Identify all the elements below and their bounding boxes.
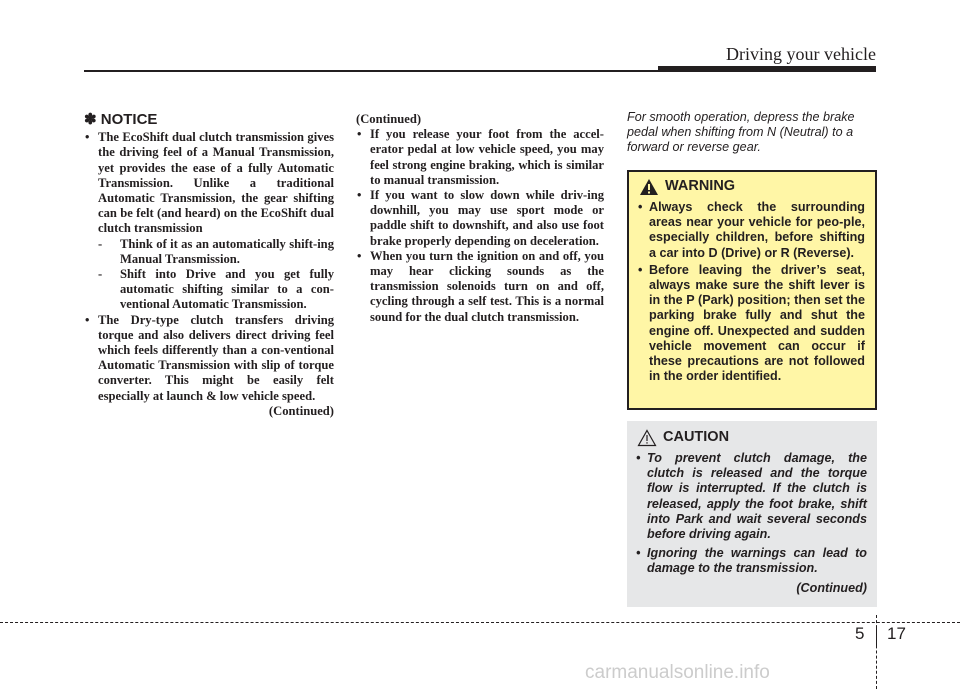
- caution-triangle-icon: [637, 429, 657, 447]
- sub-item-text: Shift into Drive and you get fully automatic shifting similar to a con-ventional Automatic Transmission.: [120, 267, 334, 312]
- page-separator: [876, 626, 877, 646]
- warning-list: [637, 200, 865, 384]
- caution-header: [637, 429, 867, 447]
- warning-header: [639, 178, 865, 196]
- continued-label: (Continued): [268, 403, 334, 418]
- notice-item-text: The Dry-type clutch transfers driving torque and also delivers direct driving feel which feels differently than a con-ventional Automatic Transmission with slip of torque converter. This might be easily felt especially at launch & low vehicle speed.: [98, 312, 334, 403]
- notice-continued-column: [356, 112, 604, 325]
- section-title: Driving your vehicle: [726, 44, 876, 64]
- chapter-number: 5: [855, 624, 865, 643]
- notice-column: [84, 112, 334, 419]
- caution-list: [635, 451, 867, 577]
- header-tab-bar: [658, 66, 876, 72]
- list-item: • Before leaving the driver’s seat, always make sure the shift lever is in the P (Park) position; then set the parking brake fully and shut the engine off. Unexpected and sudden vehicle movement can occur if these precautions are not followed in the order identified.: [637, 263, 865, 385]
- notice-title: ✽ NOTICE: [84, 111, 158, 128]
- warning-title: WARNING: [665, 178, 736, 195]
- notice-list: [84, 130, 334, 404]
- list-item: • To prevent clutch damage, the clutch is released and the torque flow is interrupted. If the clutch is released, apply the foot brake, shift into Park and wait several seconds before driving again.: [635, 451, 867, 542]
- intro-paragraph: For smooth operation, depress the brake pedal when shifting from N (Neutral) to a forward or reverse gear.: [627, 110, 855, 154]
- list-item: [84, 130, 334, 312]
- warning-triangle-icon: [639, 178, 659, 196]
- continued-label: (Continued): [356, 112, 422, 126]
- list-item: • Always check the surrounding areas near your vehicle for peo-ple, especially children, before shifting a car into D (Drive) or R (Reverse).: [637, 200, 865, 261]
- list-item: • Ignoring the warnings can lead to damage to the transmission.: [635, 546, 867, 576]
- caution-box: [627, 421, 877, 607]
- sub-item-text: Think of it as an automatically shift-ing Manual Transmission.: [120, 236, 334, 266]
- notice-item-text: The EcoShift dual clutch transmission gives the driving feel of a Manual Transmission, yet provides the ease of a fully Automatic Transmission. Unlike a traditional Automatic Transmission, the gear shifting can be felt (and heard) on the EcoShift dual clutch transmission: [98, 130, 334, 236]
- list-item: • When you turn the ignition on and off, you may hear clicking sounds as the transmission solenoids turn on and off, cycling through a self test. This is a normal sound for the dual clutch transmission.: [356, 249, 604, 325]
- list-item: • If you want to slow down while driv-ing downhill, you may use sport mode or paddle shift to downshift, and also use foot brake properly depending on deceleration.: [356, 188, 604, 249]
- footer-rule: [0, 622, 960, 623]
- list-item: [84, 313, 334, 404]
- caution-title: CAUTION: [663, 429, 730, 446]
- sub-item: - Think of it as an automatically shift-ing Manual Transmission.: [98, 236, 334, 266]
- page-number: 17: [887, 624, 906, 643]
- notice-list-continued: [356, 127, 604, 325]
- sub-item: - Shift into Drive and you get fully automatic shifting similar to a con-ventional Automatic Transmission.: [98, 267, 334, 312]
- watermark: carmanualsonline.info: [585, 662, 770, 683]
- warning-box: [627, 170, 877, 410]
- list-item: • If you release your foot from the accel-erator pedal at low vehicle speed, you may feel strong engine braking, which is similar to manual transmission.: [356, 127, 604, 188]
- continued-label: (Continued): [796, 580, 867, 595]
